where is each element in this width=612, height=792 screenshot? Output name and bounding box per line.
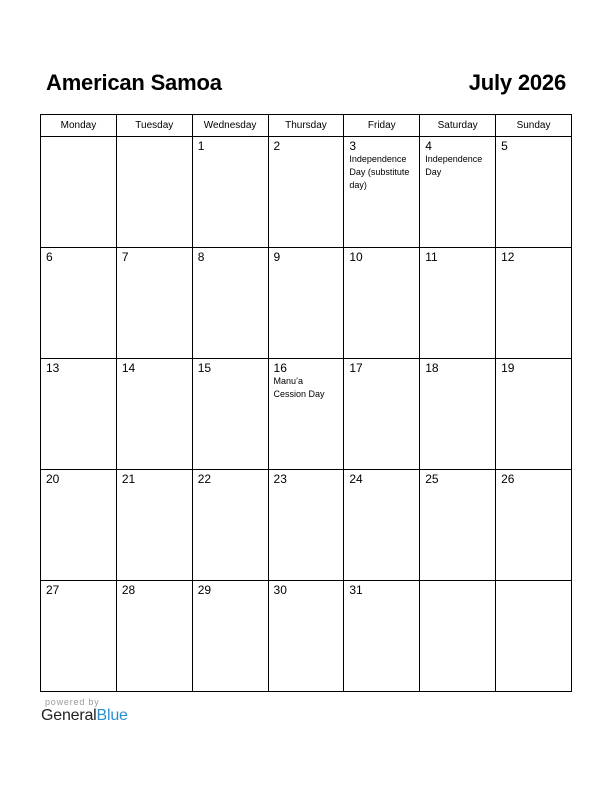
day-cell (268, 470, 344, 581)
day-cell (496, 248, 572, 359)
weekday-header: Monday (41, 115, 117, 137)
day-cell (192, 581, 268, 692)
day-number: 3 (349, 139, 357, 153)
day-cell (41, 248, 117, 359)
holiday-label: Independence Day (425, 154, 483, 177)
generalblue-logo[interactable] (41, 707, 128, 725)
weekday-header: Saturday (420, 115, 496, 137)
day-number: 5 (501, 139, 508, 153)
day-cell (116, 581, 192, 692)
day-number: 18 (425, 361, 439, 375)
brand-general-text: General (41, 707, 97, 724)
week-row (41, 248, 572, 359)
day-number: 17 (349, 361, 363, 375)
powered-by-text: powered by (45, 697, 100, 707)
day-cell (268, 137, 344, 248)
day-cell (268, 581, 344, 692)
day-number: 29 (197, 583, 212, 597)
day-number: 15 (197, 361, 212, 375)
weekday-header: Tuesday (116, 115, 192, 137)
week-row (41, 137, 572, 248)
day-cell (420, 470, 496, 581)
day-cell (496, 359, 572, 470)
day-cell (192, 359, 268, 470)
weekday-header: Sunday (496, 115, 572, 137)
day-cell (192, 137, 268, 248)
day-cell (268, 248, 344, 359)
month-year-title: July 2026 (468, 70, 566, 95)
day-number: 1 (197, 139, 205, 153)
day-cell (344, 470, 420, 581)
day-number: 28 (121, 583, 136, 597)
day-number: 4 (425, 139, 432, 153)
day-number: 26 (501, 472, 515, 486)
day-cell (420, 581, 496, 692)
day-cell (41, 137, 117, 248)
day-cell (116, 248, 192, 359)
day-cell (41, 581, 117, 692)
day-number: 6 (46, 250, 53, 264)
day-cell (344, 248, 420, 359)
day-number: 2 (273, 139, 281, 153)
day-cell (41, 359, 117, 470)
day-cell (496, 470, 572, 581)
week-row (41, 581, 572, 692)
day-number: 14 (121, 361, 136, 375)
day-cell (344, 581, 420, 692)
day-number: 19 (501, 361, 515, 375)
day-cell (192, 248, 268, 359)
day-number: 20 (46, 472, 60, 486)
week-row (41, 359, 572, 470)
week-row (41, 470, 572, 581)
day-number: 7 (121, 250, 129, 264)
day-number: 30 (273, 583, 287, 597)
weekday-header: Friday (344, 115, 420, 137)
day-cell (420, 248, 496, 359)
day-cell (496, 137, 572, 248)
day-number: 12 (501, 250, 515, 264)
day-cell (116, 359, 192, 470)
day-cell (344, 359, 420, 470)
day-cell (268, 359, 344, 470)
weekday-header: Thursday (268, 115, 344, 137)
day-cell (496, 581, 572, 692)
holiday-label: Independence Day (substitute day) (349, 154, 410, 190)
day-number: 11 (425, 250, 438, 264)
footer-branding (41, 697, 128, 725)
day-number: 8 (197, 250, 205, 264)
day-cell (41, 470, 117, 581)
brand-blue-text: Blue (96, 707, 128, 724)
day-cell (116, 137, 192, 248)
day-number: 24 (349, 472, 363, 486)
day-number: 13 (46, 361, 60, 375)
day-number: 31 (349, 583, 363, 597)
day-cell (116, 470, 192, 581)
day-cell (420, 137, 496, 248)
day-number: 22 (197, 472, 212, 486)
day-number: 9 (273, 250, 281, 264)
calendar-grid (40, 114, 572, 692)
day-cell (420, 359, 496, 470)
country-title: American Samoa (46, 70, 222, 95)
day-number: 16 (273, 361, 287, 375)
day-number: 10 (349, 250, 363, 264)
day-number: 25 (425, 472, 439, 486)
weekday-header: Wednesday (192, 115, 268, 137)
day-number: 23 (273, 472, 287, 486)
weekday-header-row (41, 115, 572, 137)
day-cell (192, 470, 268, 581)
day-number: 27 (46, 583, 60, 597)
day-number: 21 (121, 472, 136, 486)
holiday-label: Manu’a Cession Day (273, 376, 325, 399)
day-cell (344, 137, 420, 248)
